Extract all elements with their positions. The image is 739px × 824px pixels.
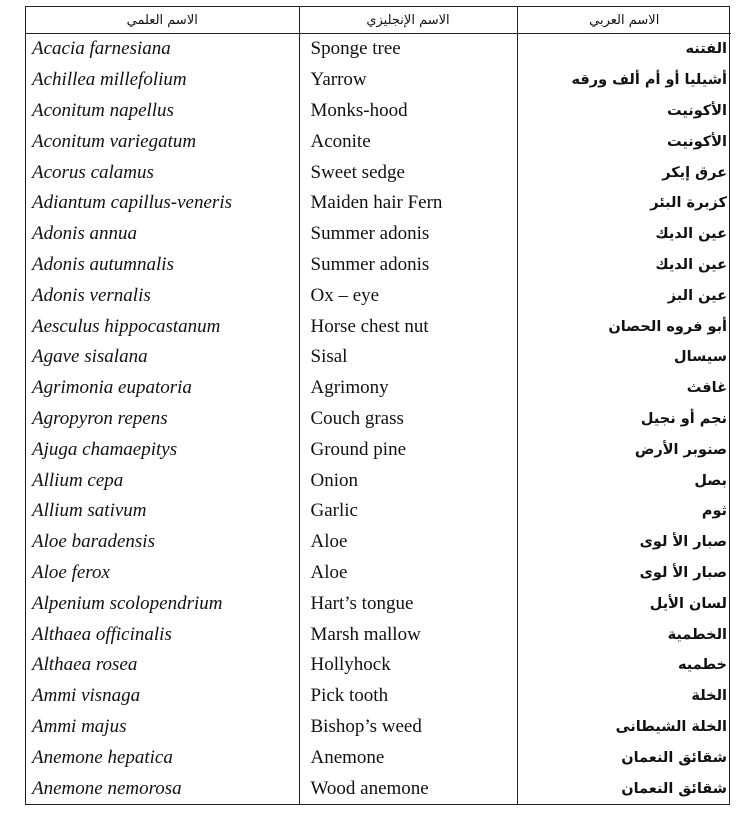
arabic-name-cell: عرق إيكر bbox=[517, 157, 731, 188]
arabic-name-cell: الخطمية bbox=[517, 619, 731, 650]
arabic-name-cell: ثوم bbox=[517, 496, 731, 527]
english-name-cell: Garlic bbox=[299, 496, 517, 527]
arabic-name-cell: بصل bbox=[517, 465, 731, 496]
scientific-name-cell: Aloe ferox bbox=[32, 561, 110, 583]
scientific-name-cell: Acorus calamus bbox=[32, 161, 154, 183]
scientific-name-cell: Ajuga chamaepitys bbox=[32, 438, 178, 460]
plant-names-table bbox=[25, 6, 730, 805]
table-row bbox=[26, 650, 731, 681]
arabic-name-cell: الخلة bbox=[517, 681, 731, 712]
scientific-name-cell: Aesculus hippocastanum bbox=[32, 315, 221, 337]
english-name-cell: Hollyhock bbox=[299, 650, 517, 681]
scientific-name-cell: Anemone nemorosa bbox=[32, 777, 182, 799]
english-name-cell: Aloe bbox=[299, 558, 517, 589]
arabic-name-cell: نجم أو نجيل bbox=[517, 404, 731, 435]
arabic-name-cell: أبو فروه الحصان bbox=[517, 311, 731, 342]
english-name-cell: Sweet sedge bbox=[299, 157, 517, 188]
english-name-cell: Yarrow bbox=[299, 65, 517, 96]
table-row bbox=[26, 157, 731, 188]
table-row bbox=[26, 219, 731, 250]
english-name-cell: Aloe bbox=[299, 527, 517, 558]
table-row bbox=[26, 588, 731, 619]
scientific-name-cell: Anemone hepatica bbox=[32, 746, 173, 768]
english-name-cell: Onion bbox=[299, 465, 517, 496]
arabic-name-cell: صنوبر الأرض bbox=[517, 434, 731, 465]
arabic-name-cell: غافث bbox=[517, 373, 731, 404]
header-arabic-name: الاسم العربي bbox=[517, 7, 731, 34]
scientific-name-cell: Aloe baradensis bbox=[32, 531, 155, 553]
arabic-name-cell: عين البز bbox=[517, 280, 731, 311]
table-row bbox=[26, 558, 731, 589]
english-name-cell: Bishop’s weed bbox=[299, 712, 517, 743]
table-row bbox=[26, 773, 731, 804]
table-row bbox=[26, 465, 731, 496]
english-name-cell: Summer adonis bbox=[299, 219, 517, 250]
arabic-name-cell: سيسال bbox=[517, 342, 731, 373]
english-name-cell: Marsh mallow bbox=[299, 619, 517, 650]
arabic-name-cell: عين الديك bbox=[517, 250, 731, 281]
table-row bbox=[26, 34, 731, 65]
english-name-cell: Horse chest nut bbox=[299, 311, 517, 342]
table-row bbox=[26, 65, 731, 96]
table-row bbox=[26, 311, 731, 342]
table-row bbox=[26, 404, 731, 435]
english-name-cell: Couch grass bbox=[299, 404, 517, 435]
scientific-name-cell: Alpenium scolopendrium bbox=[32, 592, 223, 614]
english-name-cell: Pick tooth bbox=[299, 681, 517, 712]
table-row bbox=[26, 96, 731, 127]
english-name-cell: Ox – eye bbox=[299, 280, 517, 311]
english-name-cell: Agrimony bbox=[299, 373, 517, 404]
english-name-cell: Wood anemone bbox=[299, 773, 517, 804]
table-row bbox=[26, 496, 731, 527]
english-name-cell: Ground pine bbox=[299, 434, 517, 465]
table-row bbox=[26, 373, 731, 404]
table-row bbox=[26, 434, 731, 465]
arabic-name-cell: أشيليا أو أم ألف ورقه bbox=[517, 65, 731, 96]
table-row bbox=[26, 342, 731, 373]
english-name-cell: Anemone bbox=[299, 742, 517, 773]
arabic-name-cell: صبار الأ لوى bbox=[517, 527, 731, 558]
arabic-name-cell: الخلة الشيطانى bbox=[517, 712, 731, 743]
table-row bbox=[26, 280, 731, 311]
arabic-name-cell: لسان الأيل bbox=[517, 588, 731, 619]
table-body bbox=[26, 34, 731, 804]
scientific-name-cell: Allium sativum bbox=[32, 500, 147, 522]
header-english-name: الاسم الإنجليزي bbox=[299, 7, 517, 34]
scientific-name-cell: Achillea millefolium bbox=[32, 69, 187, 91]
arabic-name-cell: الأكونيت bbox=[517, 96, 731, 127]
scientific-name-cell: Aconitum napellus bbox=[32, 99, 174, 121]
scientific-name-cell: Althaea officinalis bbox=[32, 623, 172, 645]
arabic-name-cell: شقائق النعمان bbox=[517, 773, 731, 804]
scientific-name-cell: Adiantum capillus-veneris bbox=[32, 192, 232, 214]
scientific-name-cell: Adonis autumnalis bbox=[32, 253, 174, 275]
plant-names-grid bbox=[26, 7, 731, 804]
scientific-name-cell: Ammi visnaga bbox=[32, 685, 141, 707]
table-row bbox=[26, 619, 731, 650]
table-row bbox=[26, 188, 731, 219]
scientific-name-cell: Agropyron repens bbox=[32, 407, 168, 429]
scientific-name-cell: Adonis vernalis bbox=[32, 284, 151, 306]
scientific-name-cell: Agrimonia eupatoria bbox=[32, 377, 192, 399]
scientific-name-cell: Acacia farnesiana bbox=[32, 38, 171, 60]
table-row bbox=[26, 712, 731, 743]
arabic-name-cell: كزبرة البئر bbox=[517, 188, 731, 219]
table-row bbox=[26, 250, 731, 281]
english-name-cell: Summer adonis bbox=[299, 250, 517, 281]
arabic-name-cell: شقائق النعمان bbox=[517, 742, 731, 773]
english-name-cell: Sponge tree bbox=[299, 34, 517, 65]
english-name-cell: Monks-hood bbox=[299, 96, 517, 127]
english-name-cell: Hart’s tongue bbox=[299, 588, 517, 619]
english-name-cell: Maiden hair Fern bbox=[299, 188, 517, 219]
scientific-name-cell: Aconitum variegatum bbox=[32, 130, 197, 152]
table-row bbox=[26, 527, 731, 558]
arabic-name-cell: خطميه bbox=[517, 650, 731, 681]
arabic-name-cell: عين الديك bbox=[517, 219, 731, 250]
english-name-cell: Aconite bbox=[299, 126, 517, 157]
arabic-name-cell: الفتنه bbox=[517, 34, 731, 65]
table-row bbox=[26, 742, 731, 773]
table-row bbox=[26, 126, 731, 157]
header-scientific-name: الاسم العلمي bbox=[26, 7, 299, 34]
scientific-name-cell: Althaea rosea bbox=[32, 654, 138, 676]
arabic-name-cell: الأكونيت bbox=[517, 126, 731, 157]
header-row bbox=[26, 7, 731, 34]
scientific-name-cell: Adonis annua bbox=[32, 223, 138, 245]
scientific-name-cell: Ammi majus bbox=[32, 715, 127, 737]
table-row bbox=[26, 681, 731, 712]
scientific-name-cell: Allium cepa bbox=[32, 469, 124, 491]
scientific-name-cell: Agave sisalana bbox=[32, 346, 148, 368]
arabic-name-cell: صبار الأ لوى bbox=[517, 558, 731, 589]
english-name-cell: Sisal bbox=[299, 342, 517, 373]
